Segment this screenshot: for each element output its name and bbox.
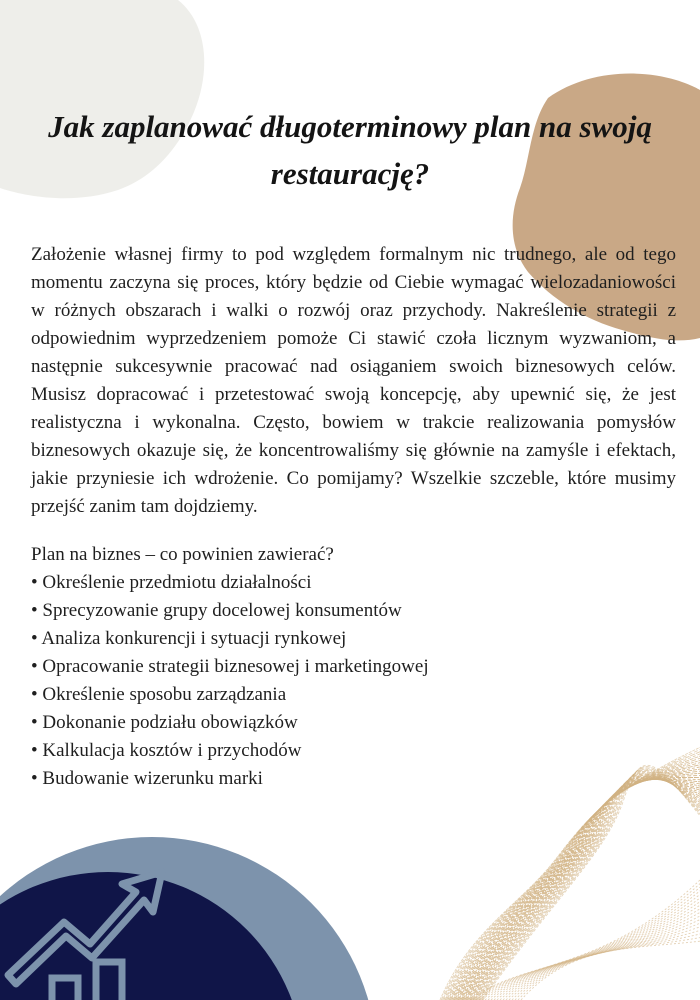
plan-list — [31, 569, 676, 793]
gold-wave-line — [478, 770, 700, 1000]
intro-paragraph: Założenie własnej firmy to pod względem formalnym nic trudnego, ale od tego momentu zaczyna się proces, który będzie od Ciebie wymagać wielozadaniowości w różnych obszarach i walki o rozwój oraz przychody. Nakreślenie strategii z odpowiednim wyprzedzeniem pomoże Ci stawić czoła licznym wyzwaniom, a następnie sukcesywnie pracować nad osiąganiem swoich biznesowych celów. Musisz dopracować i przetestować swoją koncepcję, aby upewnić się, że jest realistyczna i wykonalna. Często, bowiem w trakcie realizowania pomysłów biznesowych okazuje się, że koncentrowaliśmy się głównie na zamyśle i efektach, jakie przyniesie ich wdrożenie. Co pomijamy? Wszelkie szczeble, które musimy przejść zanim tam dojdziemy. — [31, 244, 676, 517]
title-line-2: restaurację? — [270, 156, 430, 191]
gold-wave-line — [473, 775, 700, 1000]
list-item: • Kalkulacja kosztów i przychodów — [31, 740, 302, 761]
plan-subheading: Plan na biznes – co powinien zawierać? — [31, 544, 334, 565]
list-item: • Opracowanie strategii biznesowej i marketingowej — [31, 656, 429, 677]
list-item: • Określenie sposobu zarządzania — [31, 684, 287, 705]
gold-wave-line — [466, 779, 700, 1000]
gold-wave-line — [509, 927, 700, 1000]
gold-wave-line — [480, 768, 700, 1000]
gold-wave-line — [471, 776, 700, 1000]
gold-wave-line — [506, 923, 700, 1000]
list-item: • Analiza konkurencji i sytuacji rynkowej — [31, 628, 347, 649]
gold-wave-line — [479, 769, 700, 1000]
list-item: • Określenie przedmiotu działalności — [31, 572, 312, 593]
list-item: • Budowanie wizerunku marki — [31, 768, 263, 789]
list-item: • Sprecyzowanie grupy docelowej konsumentów — [31, 600, 402, 621]
gold-wave-line — [460, 779, 700, 1000]
gold-wave-line — [482, 767, 700, 1000]
gold-wave-line — [458, 777, 700, 1000]
list-item: • Dokonanie podziału obowiązków — [31, 712, 298, 733]
title-line-1: Jak zaplanować długoterminowy plan na swoją — [48, 109, 652, 144]
page-title — [20, 103, 680, 197]
gold-wave-line — [469, 777, 700, 1000]
gold-wave-line — [488, 902, 700, 1000]
gold-wave-line — [452, 766, 700, 1000]
gold-wave-line — [463, 779, 700, 1000]
gold-wave-line — [483, 765, 700, 1000]
gold-wave-line — [512, 930, 700, 1000]
gold-wave-line — [475, 773, 700, 1000]
gold-wave-line — [470, 777, 700, 1000]
gold-wave-line — [457, 775, 700, 1000]
gold-wave-line — [476, 772, 700, 1000]
gold-wave-line — [456, 773, 700, 1000]
